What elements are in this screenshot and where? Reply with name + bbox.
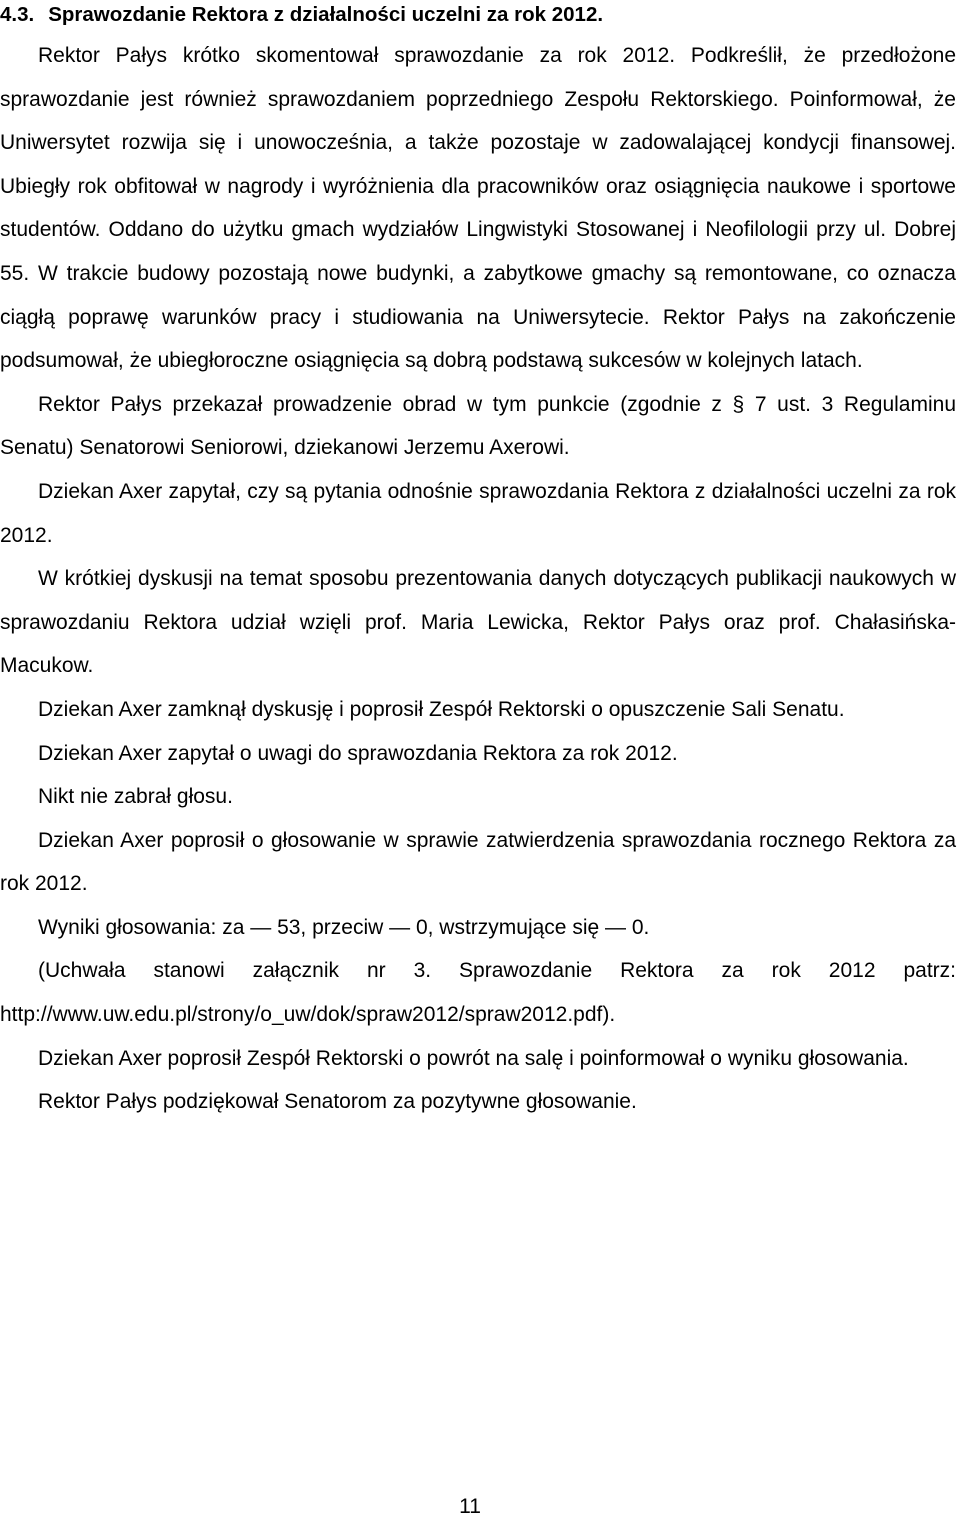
paragraph-report-summary: Rektor Pałys krótko skomentował sprawozdanie za rok 2012. Podkreślił, że przedłożone sprawozdanie jest również sprawozdaniem poprzedniego Zespołu Rektorskiego. Poinformował, że Uniwersytet rozwija się i unowocześnia, a także pozostaje w zadowalającej kondycji finansowej. Ubiegły rok obfitował w nagrody i wyróżnienia dla pracowników oraz osiągnięcia naukowe i sportowe studentów. Oddano do użytku gmach wydziałów Lingwistyki Stosowanej i Neofilologii przy ul. Dobrej 55. W trakcie budowy pozostają nowe budynki, a zabytkowe gmachy są remontowane, co oznacza ciągłą poprawę warunków pracy i studiowania na Uniwersytecie. Rektor Pałys na zakończenie podsumował, że ubiegłoroczne osiągnięcia są dobrą podstawą sukcesów w kolejnych latach. xyxy=(0,44,956,373)
paragraph-questions: Dziekan Axer zapytał, czy są pytania odnośnie sprawozdania Rektora z działalności uczelni za rok 2012. xyxy=(0,479,956,547)
paragraph-no-comments: Nikt nie zabrał głosu. xyxy=(38,785,233,809)
document-body xyxy=(0,34,956,1124)
paragraph-handover: Rektor Pałys przekazał prowadzenie obrad w tym punkcie (zgodnie z § 7 ust. 3 Regulaminu Senatu) Senatorowi Seniorowi, dziekanowi Jerzemu Axerowi. xyxy=(0,392,956,460)
page-number: 11 xyxy=(459,1495,481,1518)
paragraph-resolution-note: (Uchwała stanowi załącznik nr 3. Sprawozdanie Rektora za rok 2012 patrz: http://www.uw.edu.pl/strony/o_uw/dok/spraw2012/spraw2012.pdf). xyxy=(0,959,956,1027)
paragraph-remarks: Dziekan Axer zapytał o uwagi do sprawozdania Rektora za rok 2012. xyxy=(38,741,678,765)
paragraph-discussion: W krótkiej dyskusji na temat sposobu prezentowania danych dotyczących publikacji naukowych w sprawozdaniu Rektora udział wzięli prof. Maria Lewicka, Rektor Pałys oraz prof. Chałasińska-Macukow. xyxy=(0,567,956,678)
paragraph-discussion-closed: Dziekan Axer zamknął dyskusję i poprosił Zespół Rektorski o opuszczenie Sali Senatu. xyxy=(38,697,845,721)
section-heading xyxy=(0,0,960,30)
paragraph-team-return: Dziekan Axer poprosił Zespół Rektorski o powrót na salę i poinformował o wyniku głosowania. xyxy=(38,1046,909,1070)
paragraph-thanks: Rektor Pałys podziękował Senatorom za pozytywne głosowanie. xyxy=(38,1090,637,1114)
section-title: Sprawozdanie Rektora z działalności uczelni za rok 2012. xyxy=(48,3,604,26)
section-number: 4.3. xyxy=(0,3,35,26)
paragraph-vote-request: Dziekan Axer poprosił o głosowanie w sprawie zatwierdzenia sprawozdania rocznego Rektora za rok 2012. xyxy=(0,828,956,896)
paragraph-vote-results: Wyniki głosowania: za — 53, przeciw — 0, wstrzymujące się — 0. xyxy=(38,915,650,939)
